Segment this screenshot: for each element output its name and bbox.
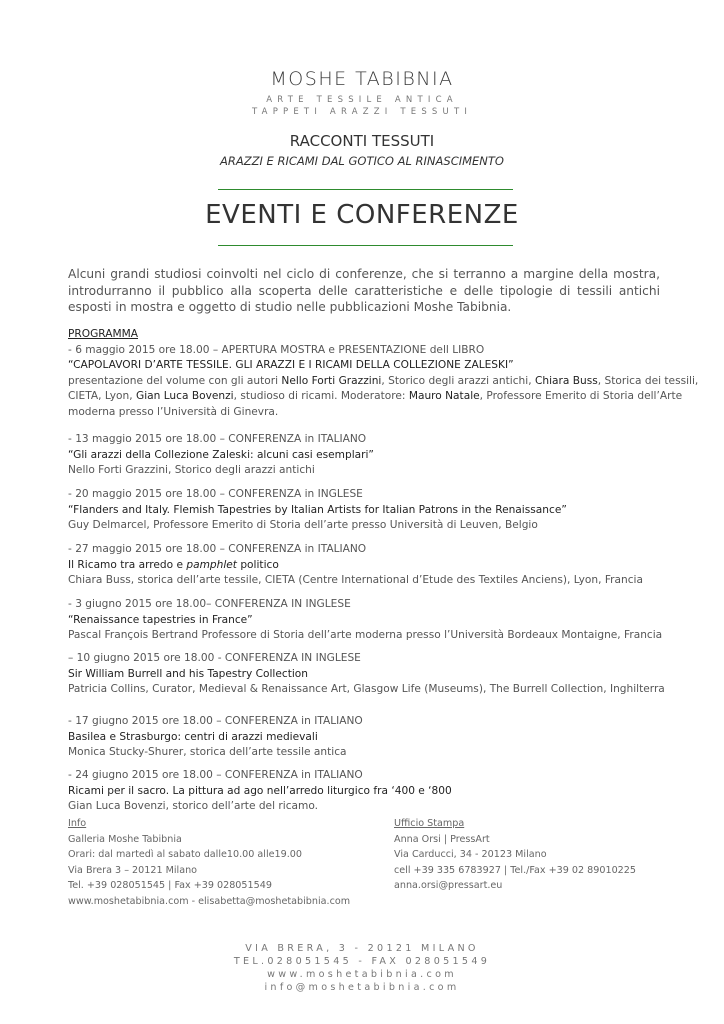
brand-tagline-1: ARTE TESSILE ANTICA: [266, 95, 458, 105]
program-label: PROGRAMMA: [68, 328, 139, 340]
event-date: - 13 maggio 2015 ore 18.00 – CONFERENZA in ITALIANO: [68, 433, 367, 445]
press-label: Ufficio Stampa: [394, 818, 465, 829]
divider-bottom: [218, 245, 513, 246]
press-address: Via Carducci, 34 - 20123 Milano: [394, 849, 547, 861]
info-phone: Tel. +39 028051545 | Fax +39 028051549: [68, 880, 272, 892]
info-web-email[interactable]: www.moshetabibnia.com - elisabetta@moshetabibnia.com: [68, 895, 351, 907]
brand-tagline-2: TAPPETI ARAZZI TESSUTI: [251, 107, 473, 117]
event-title: Sir William Burrell and his Tapestry Collection: [68, 667, 308, 680]
info-address: Via Brera 3 – 20121 Milano: [68, 864, 198, 876]
event-speaker: Chiara Buss, storica dell’arte tessile, CIETA (Centre International d’Etude des Textiles Anciens), Lyon, Francia: [68, 574, 643, 586]
event-1-title: “CAPOLAVORI D’ARTE TESSILE. GLI ARAZZI E I RICAMI DELLA COLLEZIONE ZALESKI”: [68, 359, 514, 371]
exhibition-subtitle: ARAZZI E RICAMI DAL GOTICO AL RINASCIMENTO: [220, 154, 504, 168]
info-gallery: Galleria Moshe Tabibnia: [68, 833, 182, 845]
exhibition-title: RACCONTI TESSUTI: [289, 132, 435, 150]
footer-phone: TEL.028051545 - FAX 028051549: [233, 956, 491, 967]
event-title: “Gli arazzi della Collezione Zaleski: alcuni casi esemplari”: [68, 448, 374, 461]
info-hours: Orari: dal martedì al sabato dalle10.00 alle19.00: [68, 849, 303, 861]
press-phone: cell +39 335 6783927 | Tel./Fax +39 02 89010225: [394, 864, 636, 876]
event-date: - 27 maggio 2015 ore 18.00 – CONFERENZA in ITALIANO: [68, 543, 367, 555]
footer-address: VIA BRERA, 3 - 20121 MILANO: [245, 943, 479, 954]
event-title: “Flanders and Italy. Flemish Tapestries by Italian Artists for Italian Patrons in the Renaissance”: [68, 503, 567, 516]
intro-paragraph: Alcuni grandi studiosi coinvolti nel ciclo di conferenze, che si terranno a margine della mostra, introdurranno il pubblico alla scoperta delle caratteristiche e delle tipologie di tessili antichi esposti in mostra e oggetto di studio nelle pubblicazioni Moshe Tabibnia.: [68, 267, 660, 314]
press-block: [394, 816, 714, 894]
footer-email[interactable]: info@moshetabibnia.com: [264, 982, 460, 993]
event-4: [68, 542, 668, 589]
event-speaker: Nello Forti Grazzini, Storico degli arazzi antichi: [68, 464, 315, 476]
event-1-description-2: CIETA, Lyon, Gian Luca Bovenzi, studioso di ricami. Moderatore: Mauro Natale, Professore Emerito di Storia dell’Arte: [68, 390, 683, 402]
event-title: Ricami per il sacro. La pittura ad ago nell’arredo liturgico fra ‘400 e ‘800: [68, 784, 452, 797]
event-1-description: presentazione del volume con gli autori Nello Forti Grazzini, Storico degli arazzi antichi, Chiara Buss, Storica dei tessili,: [68, 374, 699, 387]
press-email[interactable]: anna.orsi@pressart.eu: [394, 880, 503, 892]
event-2: [68, 432, 668, 479]
footer: [230, 942, 494, 994]
press-agency: Anna Orsi | PressArt: [394, 833, 490, 845]
event-date: - 17 giugno 2015 ore 18.00 – CONFERENZA in ITALIANO: [68, 715, 363, 727]
event-date: - 3 giugno 2015 ore 18.00– CONFERENZA IN INGLESE: [68, 598, 351, 610]
event-5: [68, 597, 668, 644]
info-block: [68, 816, 378, 910]
event-speaker: Guy Delmarcel, Professore Emerito di Storia dell’arte presso Università di Leuven, Belgio: [68, 519, 538, 531]
event-date: - 20 maggio 2015 ore 18.00 – CONFERENZA in INGLESE: [68, 488, 363, 500]
event-speaker: Monica Stucky-Shurer, storica dell’arte tessile antica: [68, 746, 347, 758]
event-speaker: Pascal François Bertrand Professore di Storia dell’arte moderna presso l’Università Bordeaux Montaigne, Francia: [68, 629, 663, 641]
event-6: [68, 651, 668, 698]
event-date: – 10 giugno 2015 ore 18.00 - CONFERENZA IN INGLESE: [68, 652, 361, 664]
event-3: [68, 487, 668, 534]
footer-website[interactable]: www.moshetabibnia.com: [267, 969, 457, 980]
event-1-date: - 6 maggio 2015 ore 18.00 – APERTURA MOSTRA e PRESENTAZIONE dell LIBRO: [68, 343, 485, 356]
event-title: “Renaissance tapestries in France”: [68, 613, 253, 626]
event-7: [68, 714, 668, 761]
page-title: EVENTI E CONFERENZE: [205, 200, 519, 230]
event-speaker: Gian Luca Bovenzi, storico dell’arte del ricamo.: [68, 800, 318, 812]
event-title: Il Ricamo tra arredo e pamphlet politico: [68, 558, 279, 571]
divider-top: [218, 189, 513, 190]
event-1-description-3: moderna presso l’Università di Ginevra.: [68, 405, 279, 418]
info-label: Info: [68, 818, 87, 829]
brand-name: MOSHE TABIBNIA: [270, 68, 454, 90]
event-8: [68, 768, 668, 815]
program-section: [68, 327, 699, 420]
event-title: Basilea e Strasburgo: centri di arazzi medievali: [68, 730, 318, 743]
event-speaker: Patricia Collins, Curator, Medieval & Renaissance Art, Glasgow Life (Museums), The Burrell Collection, Inghilterra: [68, 683, 665, 695]
event-date: - 24 giugno 2015 ore 18.00 – CONFERENZA in ITALIANO: [68, 769, 363, 781]
